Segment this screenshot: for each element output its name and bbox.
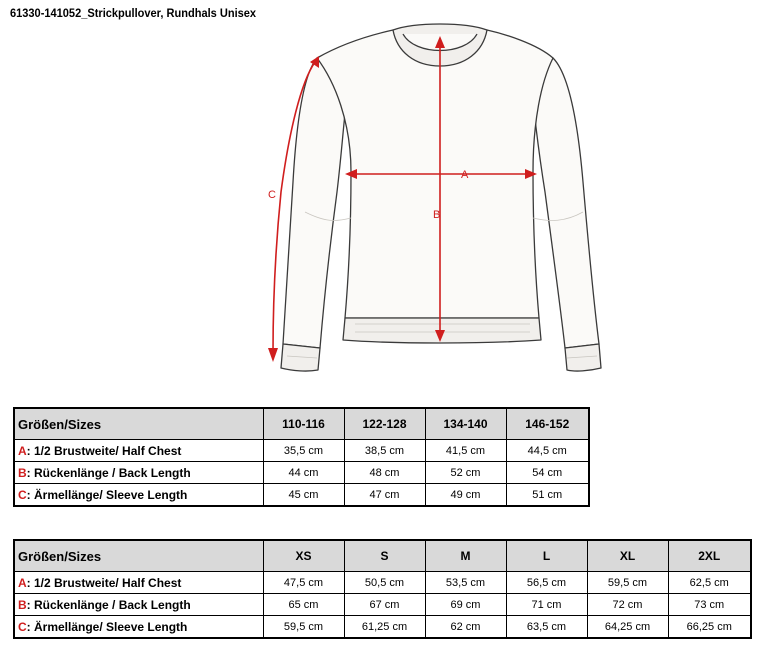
table-cell: 47,5 cm	[263, 572, 344, 594]
table-cell: 67 cm	[344, 594, 425, 616]
table-cell: 63,5 cm	[506, 616, 587, 639]
table-cell: 59,5 cm	[263, 616, 344, 639]
table-cell: 66,25 cm	[668, 616, 751, 639]
table-cell: 53,5 cm	[425, 572, 506, 594]
size-header: XS	[263, 540, 344, 572]
row-label: A: 1/2 Brustweite/ Half Chest	[14, 440, 263, 462]
size-header: 146-152	[506, 408, 589, 440]
table-row	[14, 462, 589, 484]
table-cell: 44,5 cm	[506, 440, 589, 462]
row-label: C: Ärmellänge/ Sleeve Length	[14, 616, 263, 639]
table-row	[14, 616, 751, 639]
row-label: B: Rückenlänge / Back Length	[14, 462, 263, 484]
table-cell: 71 cm	[506, 594, 587, 616]
table-cell: 65 cm	[263, 594, 344, 616]
table-cell: 49 cm	[425, 484, 506, 507]
table-cell: 47 cm	[344, 484, 425, 507]
row-label: A: 1/2 Brustweite/ Half Chest	[14, 572, 263, 594]
table-cell: 54 cm	[506, 462, 589, 484]
table-cell: 35,5 cm	[263, 440, 344, 462]
right-sleeve	[531, 58, 599, 348]
table-cell: 48 cm	[344, 462, 425, 484]
table-cell: 64,25 cm	[587, 616, 668, 639]
table-cell: 45 cm	[263, 484, 344, 507]
sweater-illustration	[265, 22, 615, 382]
size-header: 122-128	[344, 408, 425, 440]
sizes-header-label: Größen/Sizes	[14, 540, 263, 572]
table-cell: 38,5 cm	[344, 440, 425, 462]
table-cell: 50,5 cm	[344, 572, 425, 594]
size-header: 134-140	[425, 408, 506, 440]
table-cell: 41,5 cm	[425, 440, 506, 462]
table-row	[14, 440, 589, 462]
row-label: B: Rückenlänge / Back Length	[14, 594, 263, 616]
adult-size-table	[13, 539, 752, 639]
table-cell: 73 cm	[668, 594, 751, 616]
table-row	[14, 484, 589, 507]
measure-c-label: C	[268, 189, 276, 201]
table-cell: 52 cm	[425, 462, 506, 484]
table-cell: 62 cm	[425, 616, 506, 639]
table-cell: 56,5 cm	[506, 572, 587, 594]
table-row	[14, 594, 751, 616]
kids-size-table	[13, 407, 590, 507]
sizes-header-label: Größen/Sizes	[14, 408, 263, 440]
table-cell: 61,25 cm	[344, 616, 425, 639]
table-row	[14, 572, 751, 594]
table-cell: 69 cm	[425, 594, 506, 616]
table-cell: 62,5 cm	[668, 572, 751, 594]
measure-b-label: B	[433, 209, 441, 221]
measure-a-label: A	[461, 169, 469, 181]
page-title: 61330-141052_Strickpullover, Rundhals Unisex	[10, 6, 257, 20]
size-header: 110-116	[263, 408, 344, 440]
table-header-row	[14, 540, 751, 572]
table-cell: 59,5 cm	[587, 572, 668, 594]
size-header: S	[344, 540, 425, 572]
table-cell: 72 cm	[587, 594, 668, 616]
size-header: M	[425, 540, 506, 572]
table-header-row	[14, 408, 589, 440]
table-cell: 51 cm	[506, 484, 589, 507]
size-header: L	[506, 540, 587, 572]
table-cell: 44 cm	[263, 462, 344, 484]
row-label: C: Ärmellänge/ Sleeve Length	[14, 484, 263, 507]
size-header: 2XL	[668, 540, 751, 572]
size-header: XL	[587, 540, 668, 572]
